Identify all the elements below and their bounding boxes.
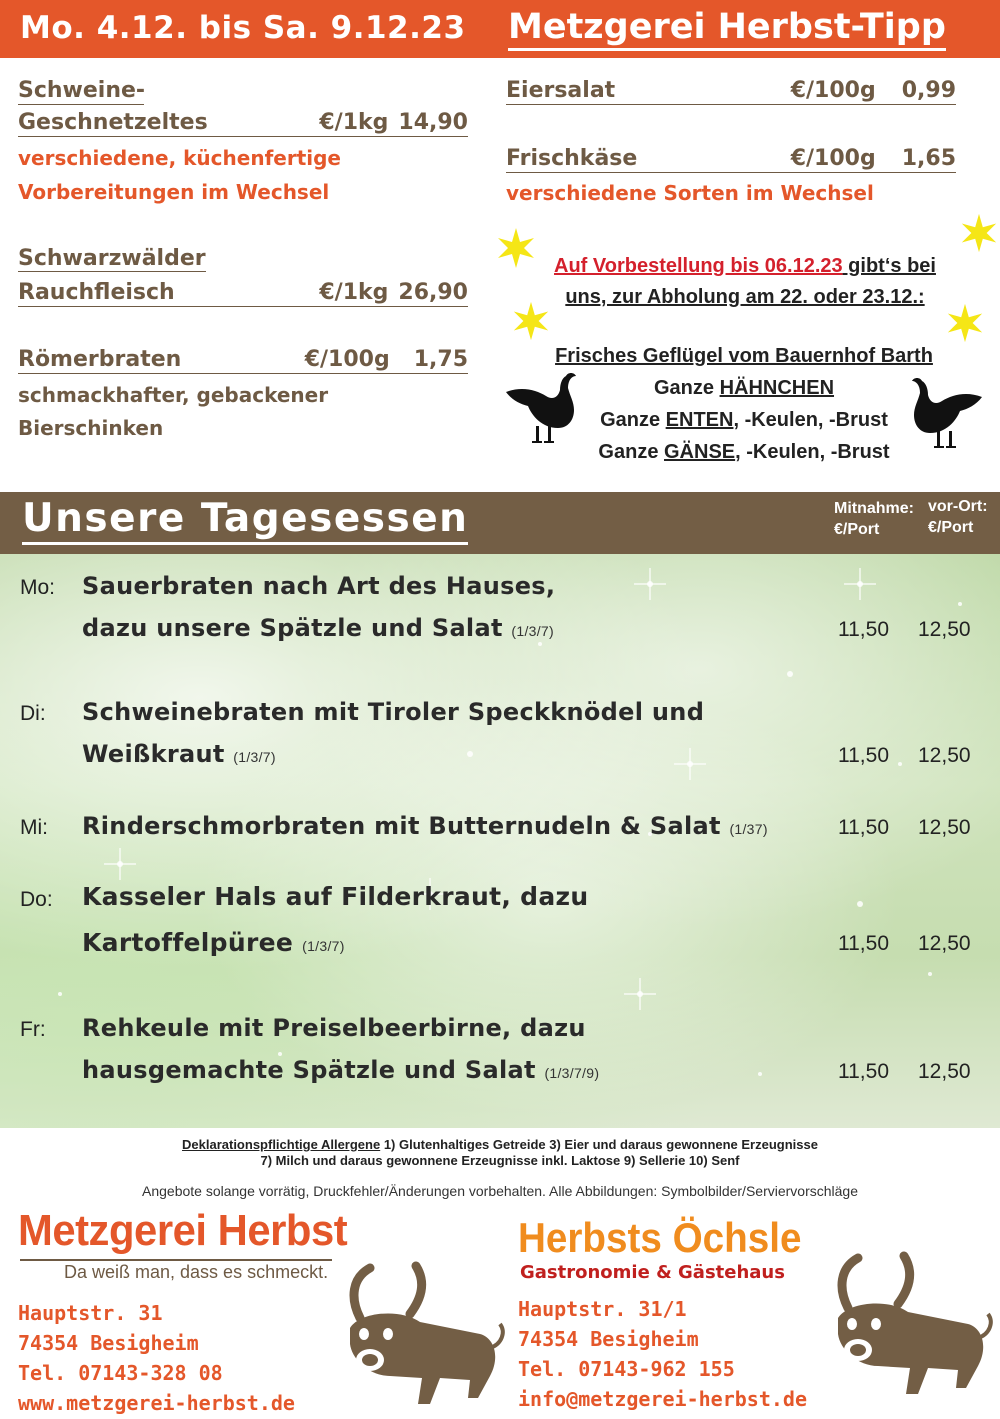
price-takeaway: 11,50 [838, 1060, 889, 1083]
allergen-label: Deklarationspflichtige Allergene [182, 1137, 381, 1152]
day-label: Do: [20, 888, 53, 911]
price-takeaway: 11,50 [838, 744, 889, 767]
offer1-unit: €/1kg [319, 110, 389, 135]
preorder-deadline: Auf Vorbestellung bis 06.12.23 [554, 255, 843, 277]
slogan: Da weiß man, dass es schmeckt. [64, 1262, 329, 1282]
offer1-price: 14,90 [398, 110, 468, 135]
offer1-name-line2: Geschnetzeltes [18, 110, 208, 135]
preorder-line1 [500, 251, 990, 282]
dish-line2: Kartoffelpüree (1/3/7) [82, 928, 345, 957]
date-range: Mo. 4.12. bis Sa. 9.12.23 [20, 10, 466, 46]
dish-line2: hausgemachte Spätzle und Salat (1/3/7/9) [82, 1056, 600, 1084]
col-takeaway-header: Mitnahme: €/Port [834, 500, 914, 538]
street: Hauptstr. 31 [18, 1301, 163, 1325]
disclaimer: Angebote solange vorrätig, Druckfehler/Änderungen vorbehalten. Alle Abbildungen: Symbolbilder/Serviervorschläge [142, 1183, 858, 1199]
offer4-row [506, 78, 956, 105]
offer3-unit: €/100g [304, 347, 390, 372]
offer1-desc2: Vorbereitungen im Wechsel [18, 180, 330, 204]
poultry-heading: Frisches Geflügel vom Bauernhof Barth [555, 345, 933, 367]
preorder-box [500, 251, 990, 313]
tagesessen-title: Unsere Tagesessen [22, 496, 468, 545]
price-takeaway: 11,50 [838, 816, 889, 839]
offer4-price: 0,99 [901, 78, 956, 103]
oechsle-address [518, 1294, 807, 1414]
price-onsite: 12,50 [918, 744, 971, 767]
allergen-line1: 1) Glutenhaltiges Getreide 3) Eier und daraus gewonnene Erzeugnisse [380, 1137, 818, 1152]
offer3-desc1: schmackhafter, gebackener [18, 383, 329, 407]
day-label: Di: [20, 702, 46, 725]
tipp-title: Metzgerei Herbst-Tipp [508, 6, 946, 51]
poultry-item: Ganze GÄNSE, -Keulen, -Brust [598, 441, 890, 463]
offer2-unit: €/1kg [319, 280, 389, 305]
allergen-codes: (1/3/7) [233, 749, 276, 765]
allergen-codes: (1/3/7) [511, 623, 554, 639]
offer5-desc: verschiedene Sorten im Wechsel [506, 181, 874, 205]
dish-line1: Sauerbraten nach Art des Hauses, [82, 572, 556, 600]
oechsle-subtitle: Gastronomie & Gästehaus [520, 1262, 785, 1283]
price-onsite: 12,50 [918, 618, 971, 641]
col-onsite-header: vor-Ort: €/Port [928, 498, 988, 536]
offer1-desc1: verschiedene, küchenfertige [18, 146, 341, 170]
allergen-codes: (1/3/7) [302, 938, 345, 954]
dish-line2: Weißkraut (1/3/7) [82, 740, 276, 768]
offer5-unit: €/100g [790, 146, 876, 171]
street: Hauptstr. 31/1 [518, 1297, 687, 1321]
day-label: Mo: [20, 576, 56, 599]
header-bar [0, 0, 1000, 58]
daily-menu [0, 554, 1000, 1128]
allergen-codes: (1/3/7/9) [544, 1065, 600, 1081]
chicken-icon [906, 375, 986, 455]
offer2-row [18, 280, 468, 307]
phone: Tel. 07143-962 155 [518, 1357, 735, 1381]
poultry-list [526, 340, 962, 468]
city: 74354 Besigheim [18, 1331, 199, 1355]
offer5-price: 1,65 [901, 146, 956, 171]
poultry-item: Ganze HÄHNCHEN [653, 377, 835, 399]
offer2-price: 26,90 [398, 280, 468, 305]
day-label: Mi: [20, 816, 48, 839]
dish-line2: dazu unsere Spätzle und Salat (1/3/7) [82, 614, 554, 642]
offer3-row [18, 347, 468, 374]
offer5-row [506, 146, 956, 173]
price-onsite: 12,50 [918, 816, 971, 839]
offer3-name: Römerbraten [18, 347, 182, 372]
offer1-underline [18, 104, 144, 105]
logo-divider [20, 1259, 332, 1261]
offer3-desc2: Bierschinken [18, 416, 164, 440]
price-takeaway: 11,50 [838, 618, 889, 641]
allergen-legend [0, 1137, 1000, 1169]
allergen-codes: (1/37) [729, 821, 768, 837]
preorder-line2: uns, zur Abholung am 22. oder 23.12.: [565, 286, 925, 308]
oechsle-logo: Herbsts Öchsle [518, 1214, 802, 1261]
day-label: Fr: [20, 1018, 46, 1041]
offer4-name: Eiersalat [506, 78, 616, 103]
preorder-line1-rest: gibt‘s bei [842, 255, 936, 277]
price-takeaway: 11,50 [838, 932, 889, 955]
dish-line1: Kasseler Hals auf Filderkraut, dazu [82, 882, 589, 911]
star-icon [958, 212, 1000, 254]
offer5-name: Frischkäse [506, 146, 638, 171]
offer3-price: 1,75 [413, 347, 468, 372]
offer2-name-line1: Schwarzwälder [18, 246, 206, 271]
ox-icon [330, 1248, 510, 1418]
price-onsite: 12,50 [918, 1060, 971, 1083]
city: 74354 Besigheim [518, 1327, 699, 1351]
phone: Tel. 07143-328 08 [18, 1361, 223, 1385]
dish-line1: Schweinebraten mit Tiroler Speckknödel und [82, 698, 705, 726]
poultry-item: Ganze ENTEN, -Keulen, -Brust [600, 409, 888, 431]
tagesessen-header [0, 492, 1000, 554]
email-link[interactable]: info@metzgerei-herbst.de [518, 1387, 807, 1411]
offer2-name-line2: Rauchfleisch [18, 280, 175, 305]
metzgerei-address [18, 1298, 295, 1418]
chicken-icon [502, 370, 582, 450]
offer1-name-line1: Schweine- [18, 78, 146, 103]
dish-line1: Rinderschmorbraten mit Butternudeln & Salat (1/37) [82, 812, 768, 840]
offer1-row [18, 110, 468, 137]
dish-line1: Rehkeule mit Preiselbeerbirne, dazu [82, 1014, 586, 1042]
metzgerei-logo: Metzgerei Herbst [18, 1206, 348, 1255]
price-onsite: 12,50 [918, 932, 971, 955]
website-link[interactable]: www.metzgerei-herbst.de [18, 1391, 295, 1415]
offer4-unit: €/100g [790, 78, 876, 103]
allergen-line2: 7) Milch und daraus gewonnene Erzeugnisse inkl. Laktose 9) Sellerie 10) Senf [260, 1153, 740, 1168]
ox-icon [818, 1238, 998, 1416]
